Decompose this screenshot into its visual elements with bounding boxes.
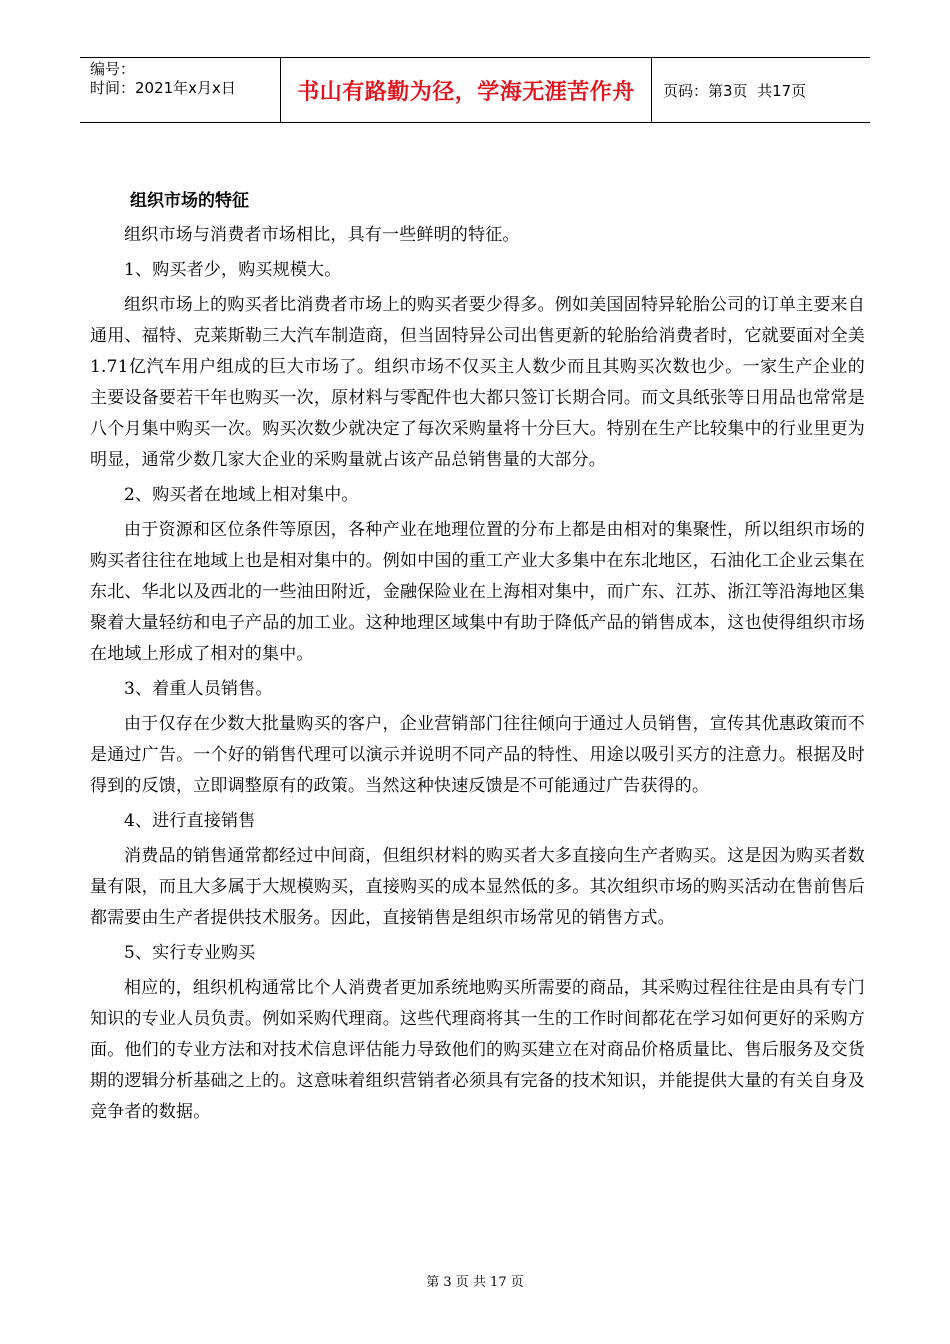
feature-heading-2: 2、购买者在地域上相对集中。 (124, 485, 359, 505)
paragraph-feature-5: 相应的，组织机构通常比个人消费者更加系统地购买所需要的商品，其采购过程往往是由具有专门知识的专业人员负责。例如采购代理商。这些代理商将其一生的工作时间都花在学习如何更好的采购方面。他们的专业方法和对技术信息评估能力导致他们的购买建立在对商品价格质量比、售后服务及交货期的逻辑分析基础之上的。这意味着组织营销者必须具有完备的技术知识，并能提供大量的有关自身及竞争者的数据。 (90, 978, 865, 1122)
header-motto: 书山有路勤为径，学海无涯苦作舟 (281, 58, 652, 122)
document-time-label: 时间：2021年x月x日 (90, 79, 236, 97)
header-page-info-text: 页码：第3页 共17页 (663, 81, 807, 100)
feature-heading-5: 5、实行专业购买 (124, 943, 256, 963)
paragraph-feature-4: 消费品的销售通常都经过中间商，但组织材料的购买者大多直接向生产者购买。这是因为购买者数量有限，而且大多属于大规模购买，直接购买的成本显然低的多。其次组织市场的购买活动在售前售后都需要由生产者提供技术服务。因此，直接销售是组织市场常见的销售方式。 (90, 846, 865, 928)
feature-heading-3: 3、着重人员销售。 (124, 679, 273, 699)
feature-heading-4: 4、进行直接销售 (124, 811, 256, 831)
paragraph-feature-3: 由于仅存在少数大批量购买的客户，企业营销部门往往倾向于通过人员销售，宣传其优惠政策而不是通过广告。一个好的销售代理可以演示并说明不同产品的特性、用途以吸引买方的注意力。根据及时得到的反馈，立即调整原有的政策。当然这种快速反馈是不可能通过广告获得的。 (90, 714, 865, 796)
header-page-info (652, 58, 870, 122)
document-number-label: 编号： (90, 60, 136, 78)
paragraph-feature-1: 组织市场上的购买者比消费者市场上的购买者要少得多。例如美国固特异轮胎公司的订单主要来自通用、福特、克莱斯勒三大汽车制造商，但当固特异公司出售更新的轮胎给消费者时，它就要面对全美1.71亿汽车用户组成的巨大市场了。组织市场不仅买主人数少而且其购买次数也少。一家生产企业的主要设备要若干年也购买一次，原材料与零配件也大都只签订长期合同。而文具纸张等日用品也常常是八个月集中购买一次。购买次数少就决定了每次采购量将十分巨大。特别在生产比较集中的行业里更为明显，通常少数几家大企业的采购量就占该产品总销售量的大部分。 (90, 295, 865, 470)
article-title: 组织市场的特征 (130, 191, 249, 211)
page-header (80, 57, 870, 123)
header-meta (80, 58, 281, 122)
footer-page-number: 第 3 页 共 17 页 (426, 1275, 524, 1290)
feature-heading-1: 1、购买者少，购买规模大。 (124, 260, 342, 280)
page-footer (0, 1271, 950, 1290)
article-body (90, 186, 865, 1132)
paragraph-intro: 组织市场与消费者市场相比，具有一些鲜明的特征。 (124, 225, 520, 245)
paragraph-feature-2: 由于资源和区位条件等原因，各种产业在地理位置的分布上都是由相对的集聚性，所以组织市场的购买者往往在地域上也是相对集中的。例如中国的重工产业大多集中在东北地区，石油化工企业云集在东北、华北以及西北的一些油田附近，金融保险业在上海相对集中，而广东、江苏、浙江等沿海地区集聚着大量轻纺和电子产品的加工业。这种地理区域集中有助于降低产品的销售成本，这也使得组织市场在地域上形成了相对的集中。 (90, 520, 865, 664)
